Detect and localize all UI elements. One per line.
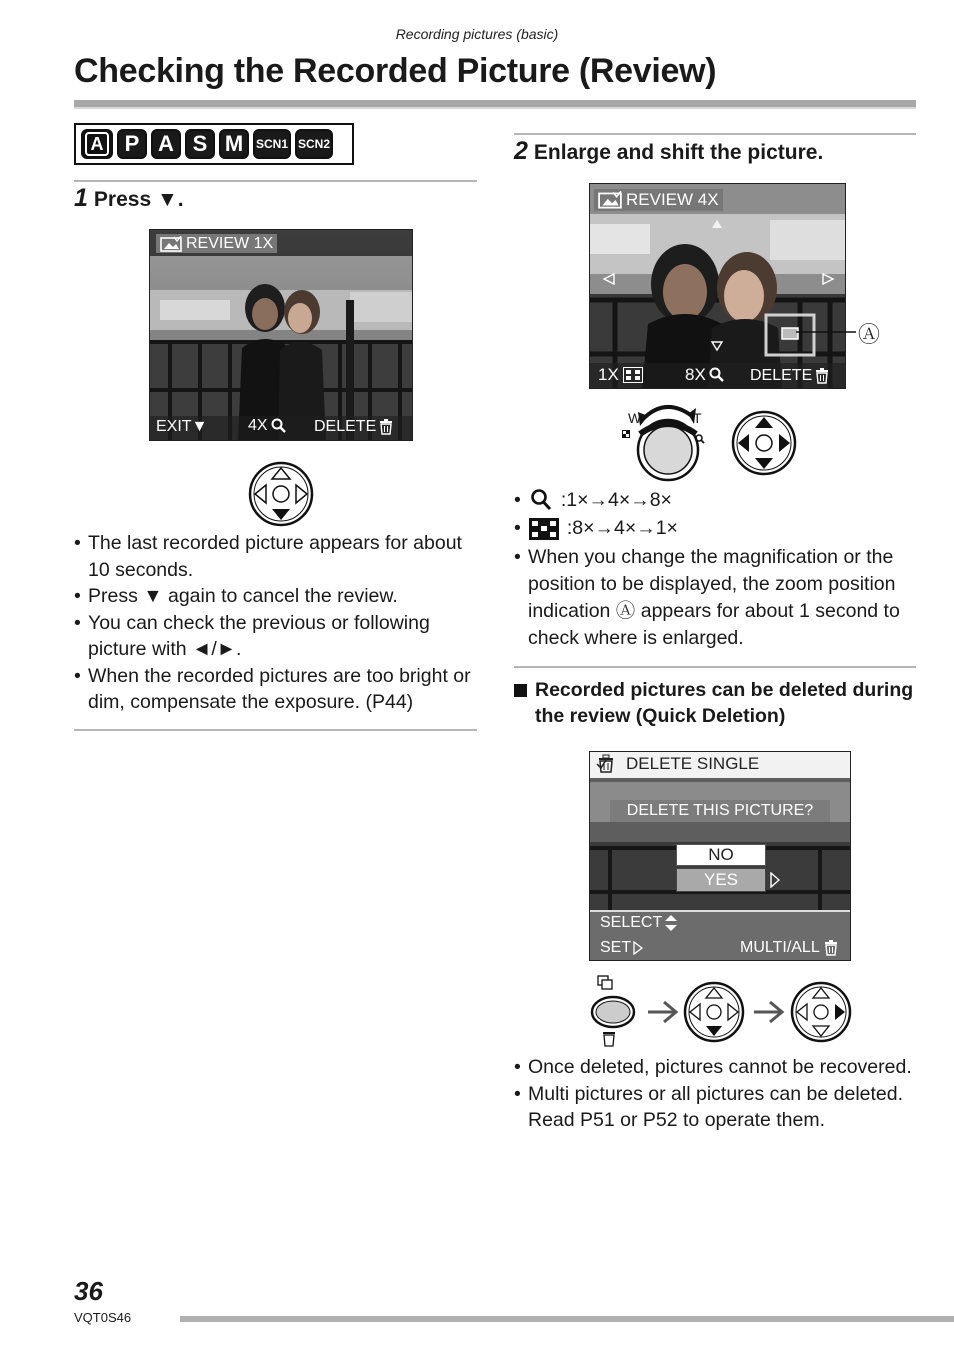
cursor-pad-all bbox=[731, 410, 797, 476]
zoom-in-row: • :1×→4×→8× bbox=[514, 488, 672, 511]
trash-icon bbox=[815, 368, 829, 384]
quick-delete-heading bbox=[514, 677, 914, 729]
list-item: • The last recorded picture appears for about 10 seconds. bbox=[74, 530, 479, 583]
arrow-right-icon bbox=[770, 872, 780, 888]
review-label: REVIEW 4X bbox=[626, 190, 719, 209]
yes-option[interactable]: YES bbox=[676, 868, 766, 892]
divider bbox=[74, 180, 477, 182]
step-number: 1 bbox=[74, 184, 88, 212]
mode-icons bbox=[74, 123, 354, 165]
mode-icon-s: S bbox=[185, 129, 215, 159]
divider bbox=[74, 729, 477, 731]
page-number: 36 bbox=[74, 1276, 103, 1306]
review-icon bbox=[598, 191, 622, 209]
photo-enlarged bbox=[590, 184, 846, 389]
magnify-icon bbox=[708, 367, 726, 383]
list-item: • When the recorded pictures are too bright or dim, compensate the exposure. (P44) bbox=[74, 663, 479, 716]
quick-delete-bullets bbox=[514, 1054, 918, 1134]
select-label: SELECT bbox=[600, 914, 663, 931]
review-1x-screen bbox=[149, 229, 413, 441]
callout-a: Ⓐ bbox=[858, 322, 881, 347]
zoom-in-sequence: :1×→4×→8× bbox=[560, 488, 672, 511]
delete-question: DELETE THIS PICTURE? bbox=[610, 800, 830, 822]
title-bar bbox=[74, 100, 916, 109]
running-head: Recording pictures (basic) bbox=[395, 26, 559, 42]
photo-two-women bbox=[150, 230, 413, 441]
step-2-heading bbox=[514, 137, 823, 166]
step-1-bullets bbox=[74, 530, 479, 716]
delete-button-sequence bbox=[588, 974, 858, 1050]
list-item: • When you change the magnification or the position to be displayed, the zoom position indication Ⓐ appears for about 1 second to check where is enlarged. bbox=[514, 544, 918, 652]
multi-playback-icon bbox=[623, 367, 643, 383]
lever-w-label: W bbox=[628, 410, 642, 426]
step-2-bullets bbox=[514, 544, 918, 652]
list-item: • You can check the previous or following picture with ◄/►. bbox=[74, 610, 479, 663]
no-option[interactable]: NO bbox=[676, 844, 766, 866]
review-4x-screen bbox=[589, 183, 846, 389]
delete-single-screen bbox=[589, 751, 851, 961]
callout-line bbox=[796, 320, 856, 344]
arrow-right-icon bbox=[633, 941, 643, 955]
multi-all-label: MULTI/ALL bbox=[740, 939, 820, 956]
up-down-icon bbox=[664, 914, 678, 932]
zoom-out-row: • :8×→4×→1× bbox=[514, 517, 678, 539]
set-label: SET bbox=[600, 939, 632, 956]
quick-delete-heading-text: Recorded pictures can be deleted during the review (Quick Deletion) bbox=[535, 679, 914, 727]
review-icon bbox=[160, 236, 182, 252]
step-text: Press ▼. bbox=[93, 188, 184, 211]
mode-icon-p: P bbox=[117, 129, 147, 159]
square-bullet-icon bbox=[514, 684, 527, 697]
delete-label: DELETE bbox=[750, 367, 813, 384]
divider bbox=[514, 133, 916, 135]
mode-icon-scn1: SCN1 bbox=[253, 129, 291, 159]
list-item: • Multi pictures or all pictures can be deleted. Read P51 or P52 to operate them. bbox=[514, 1081, 918, 1134]
exit-label: EXIT▼ bbox=[156, 418, 208, 435]
list-item: • Once deleted, pictures cannot be recovered. bbox=[514, 1054, 918, 1081]
lever-t-label: T bbox=[693, 410, 702, 426]
document-code: VQT0S46 bbox=[74, 1310, 132, 1325]
mode-icon-a-auto: A bbox=[81, 129, 113, 159]
trash-icon bbox=[596, 754, 616, 774]
trash-icon bbox=[824, 940, 838, 956]
divider bbox=[514, 666, 916, 668]
trash-icon bbox=[379, 419, 393, 435]
zoom-out-label: 1X bbox=[598, 365, 619, 384]
mode-icon-m: M bbox=[219, 129, 249, 159]
magnify-icon bbox=[529, 488, 553, 512]
step-1-heading bbox=[74, 184, 184, 213]
delete-label: DELETE bbox=[314, 418, 377, 435]
magnify-icon bbox=[270, 418, 288, 434]
delete-button-icon bbox=[592, 976, 634, 1046]
delete-single-title: DELETE SINGLE bbox=[626, 754, 760, 773]
zoom-out-sequence: :8×→4×→1× bbox=[566, 517, 678, 539]
footer-bar bbox=[180, 1316, 954, 1322]
review-label: REVIEW 1X bbox=[186, 235, 274, 252]
mode-icon-a: A bbox=[151, 129, 181, 159]
list-item: • Press ▼ again to cancel the review. bbox=[74, 583, 479, 610]
cursor-pad-down-pressed bbox=[248, 461, 314, 527]
zoom-label: 4X bbox=[248, 417, 268, 434]
step-text: Enlarge and shift the picture. bbox=[533, 141, 824, 164]
zoom-in-label: 8X bbox=[685, 365, 706, 384]
page-title: Checking the Recorded Picture (Review) bbox=[74, 52, 717, 90]
multi-playback-icon bbox=[529, 518, 559, 540]
mode-icon-scn2: SCN2 bbox=[295, 129, 333, 159]
step-number: 2 bbox=[514, 137, 528, 165]
